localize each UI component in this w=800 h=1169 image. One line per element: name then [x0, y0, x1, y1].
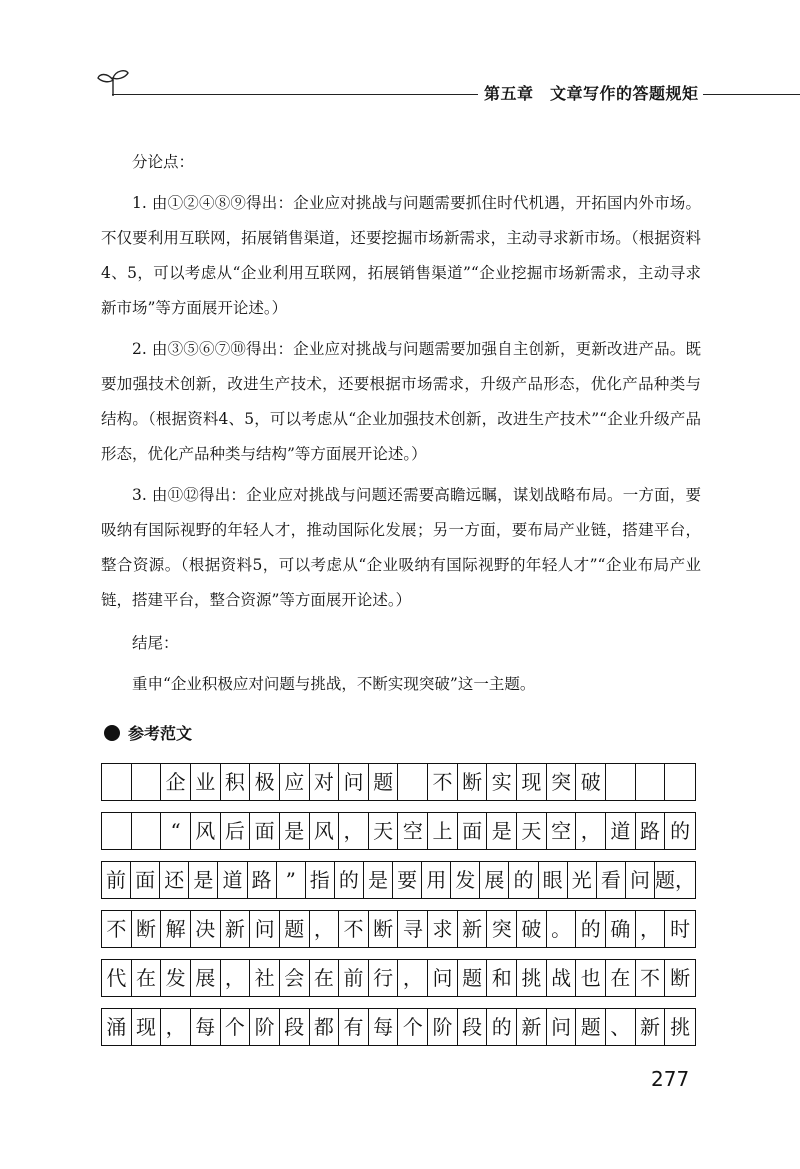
grid-cell: 不 [636, 960, 666, 996]
grid-cell: 对 [310, 764, 340, 800]
essay-grid [101, 763, 696, 1057]
grid-cell: 问 [626, 862, 655, 898]
grid-row [101, 959, 696, 997]
grid-cell: ， [161, 1009, 191, 1045]
header-rule-right [703, 94, 800, 95]
grid-cell: 前 [339, 960, 369, 996]
grid-cell: 上 [428, 813, 458, 849]
grid-cell [132, 813, 162, 849]
grid-cell: 挑 [517, 960, 547, 996]
grid-cell: 问 [250, 911, 280, 947]
page-number: 277 [651, 1067, 690, 1091]
grid-cell: 路 [248, 862, 277, 898]
grid-cell: 都 [310, 1009, 340, 1045]
grid-cell: 问 [428, 960, 458, 996]
grid-cell: 看 [597, 862, 626, 898]
grid-cell: 。 [547, 911, 577, 947]
grid-cell: 是 [364, 862, 393, 898]
grid-cell: 道 [606, 813, 636, 849]
grid-cell: “ [161, 813, 191, 849]
grid-cell: 断 [458, 764, 488, 800]
grid-cell: 断 [369, 911, 399, 947]
grid-cell: 行 [369, 960, 399, 996]
grid-cell [132, 764, 162, 800]
grid-cell [606, 764, 636, 800]
grid-row [101, 861, 696, 899]
grid-cell: ， [339, 813, 369, 849]
grid-cell: ” [277, 862, 306, 898]
grid-cell: 天 [517, 813, 547, 849]
grid-cell: 用 [422, 862, 451, 898]
grid-cell: 是 [189, 862, 218, 898]
grid-row [101, 910, 696, 948]
sub-point-text: 由③⑤⑥⑦⑩得出：企业应对挑战与问题需要加强自主创新，更新改进产品。既要加强技术创新，改进生产技术，还要根据市场需求，升级产品形态，优化产品种类与结构。（根据资料4、5，可以考虑从“企业加强技术创新，改进生产技术”“企业升级产品形态，优化产品种类与结构”等方面展开论述。） [101, 340, 701, 463]
grid-cell: 题 [280, 911, 310, 947]
grid-cell: ， [576, 813, 606, 849]
grid-cell: 突 [547, 764, 577, 800]
grid-cell: 新 [458, 911, 488, 947]
grid-cell: 有 [339, 1009, 369, 1045]
grid-cell: 突 [487, 911, 517, 947]
grid-cell: 问 [547, 1009, 577, 1045]
grid-cell: 个 [221, 1009, 251, 1045]
grid-cell: 现 [132, 1009, 162, 1045]
grid-row [101, 812, 696, 850]
grid-cell: 新 [636, 1009, 666, 1045]
grid-cell: 、 [606, 1009, 636, 1045]
grid-cell: 段 [280, 1009, 310, 1045]
sub-point-number: 1. [132, 194, 147, 212]
bullet-icon [104, 725, 120, 741]
grid-cell: 题 [458, 960, 488, 996]
grid-cell [398, 764, 428, 800]
grid-cell: 是 [487, 813, 517, 849]
grid-cell: ， [310, 911, 340, 947]
grid-cell: 在 [310, 960, 340, 996]
grid-cell [665, 764, 695, 800]
grid-cell: 段 [458, 1009, 488, 1045]
grid-cell: 发 [161, 960, 191, 996]
grid-cell [102, 764, 132, 800]
answer-outline [101, 145, 701, 702]
grid-cell: 不 [339, 911, 369, 947]
grid-cell: 决 [191, 911, 221, 947]
grid-cell: 要 [393, 862, 422, 898]
sub-point-text: 由⑪⑫得出：企业应对挑战与问题还需要高瞻远瞩，谋划战略布局。一方面，要吸纳有国际视野的年轻人才，推动国际化发展；另一方面，要布局产业链，搭建平台，整合资源。（根据资料5，可以考虑从“企业吸纳有国际视野的年轻人才”“企业布局产业链，搭建平台，整合资源”等方面展开论述。） [101, 486, 701, 609]
grid-cell: 在 [606, 960, 636, 996]
grid-cell: ， [221, 960, 251, 996]
grid-cell: 不 [102, 911, 132, 947]
grid-cell: 题 [369, 764, 399, 800]
grid-cell: 的 [487, 1009, 517, 1045]
grid-cell: 确 [606, 911, 636, 947]
sub-point-number: 3. [132, 486, 147, 504]
grid-row [101, 763, 696, 801]
sub-point-3 [101, 478, 701, 618]
sub-points-label: 分论点： [132, 153, 195, 171]
grid-cell: ， [636, 911, 666, 947]
grid-cell: 风 [310, 813, 340, 849]
grid-cell: 挑 [670, 1015, 691, 1039]
grid-cell: 寻 [398, 911, 428, 947]
grid-cell: 阶 [250, 1009, 280, 1045]
grid-cell: 风 [191, 813, 221, 849]
grid-cell: 战 [547, 960, 577, 996]
grid-cell: 后 [221, 813, 251, 849]
grid-cell: 和 [487, 960, 517, 996]
grid-cell: 问 [339, 764, 369, 800]
grid-cell: 积 [221, 764, 251, 800]
sub-point-1 [101, 186, 701, 326]
grid-cell: 断 [132, 911, 162, 947]
page-header [0, 0, 800, 110]
grid-cell: 在 [132, 960, 162, 996]
grid-cell: 还 [160, 862, 189, 898]
grid-cell: 涌 [102, 1009, 132, 1045]
grid-cell: 发 [451, 862, 480, 898]
grid-cell: 应 [280, 764, 310, 800]
grid-cell: 业 [191, 764, 221, 800]
grid-cell: 求 [428, 911, 458, 947]
sample-essay-heading [104, 721, 192, 744]
header-rule-left [112, 94, 478, 95]
grid-cell: 断 [670, 966, 691, 990]
grid-cell: 阶 [428, 1009, 458, 1045]
grid-cell: 展 [480, 862, 509, 898]
grid-cell: 前 [102, 862, 131, 898]
grid-cell: 道 [218, 862, 247, 898]
grid-cell: 的 [576, 911, 606, 947]
grid-cell: 极 [250, 764, 280, 800]
grid-cell: 新 [221, 911, 251, 947]
grid-row [101, 1008, 696, 1046]
grid-cell: 每 [191, 1009, 221, 1045]
grid-cell: 不 [428, 764, 458, 800]
grid-cell [636, 764, 666, 800]
grid-cell: 破 [517, 911, 547, 947]
grid-cell: 也 [576, 960, 606, 996]
grid-cell: 代 [102, 960, 132, 996]
grid-cell: 的 [670, 819, 691, 843]
grid-cell: 每 [369, 1009, 399, 1045]
grid-cell: 企 [161, 764, 191, 800]
grid-cell: 是 [280, 813, 310, 849]
sub-point-2 [101, 332, 701, 472]
grid-cell: 会 [280, 960, 310, 996]
grid-cell: 的 [335, 862, 364, 898]
grid-cell: 指 [306, 862, 335, 898]
grid-cell: 面 [458, 813, 488, 849]
ending-text: 重申“企业积极应对问题与挑战，不断实现突破”这一主题。 [132, 675, 536, 693]
grid-cell: 个 [398, 1009, 428, 1045]
grid-cell: 空 [547, 813, 577, 849]
grid-cell: 光 [568, 862, 597, 898]
grid-cell: 题， [654, 868, 695, 892]
grid-cell: 时 [670, 917, 691, 941]
grid-cell: 解 [161, 911, 191, 947]
ending-label: 结尾： [132, 634, 179, 652]
grid-cell: 社 [250, 960, 280, 996]
grid-cell: 眼 [539, 862, 568, 898]
grid-cell: 面 [131, 862, 160, 898]
chapter-title: 第五章 文章写作的答题规矩 [484, 84, 699, 103]
grid-cell: 天 [369, 813, 399, 849]
sub-point-number: 2. [132, 340, 147, 358]
grid-cell: 破 [576, 764, 606, 800]
grid-cell: 新 [517, 1009, 547, 1045]
grid-cell [102, 813, 132, 849]
grid-cell: 空 [398, 813, 428, 849]
sub-point-text: 由①②④⑧⑨得出：企业应对挑战与问题需要抓住时代机遇，开拓国内外市场。不仅要利用互联网，拓展销售渠道，还要挖掘市场新需求，主动寻求新市场。（根据资料4、5，可以考虑从“企业利用互联网，拓展销售渠道”“企业挖掘市场新需求，主动寻求新市场”等方面展开论述。） [101, 194, 701, 317]
grid-cell: 展 [191, 960, 221, 996]
grid-cell: 现 [517, 764, 547, 800]
grid-cell: 题 [576, 1009, 606, 1045]
grid-cell: 面 [250, 813, 280, 849]
grid-cell: 的 [509, 862, 538, 898]
grid-cell: ， [398, 960, 428, 996]
grid-cell: 实 [487, 764, 517, 800]
grid-cell: 路 [636, 813, 666, 849]
section-title: 参考范文 [128, 724, 193, 743]
